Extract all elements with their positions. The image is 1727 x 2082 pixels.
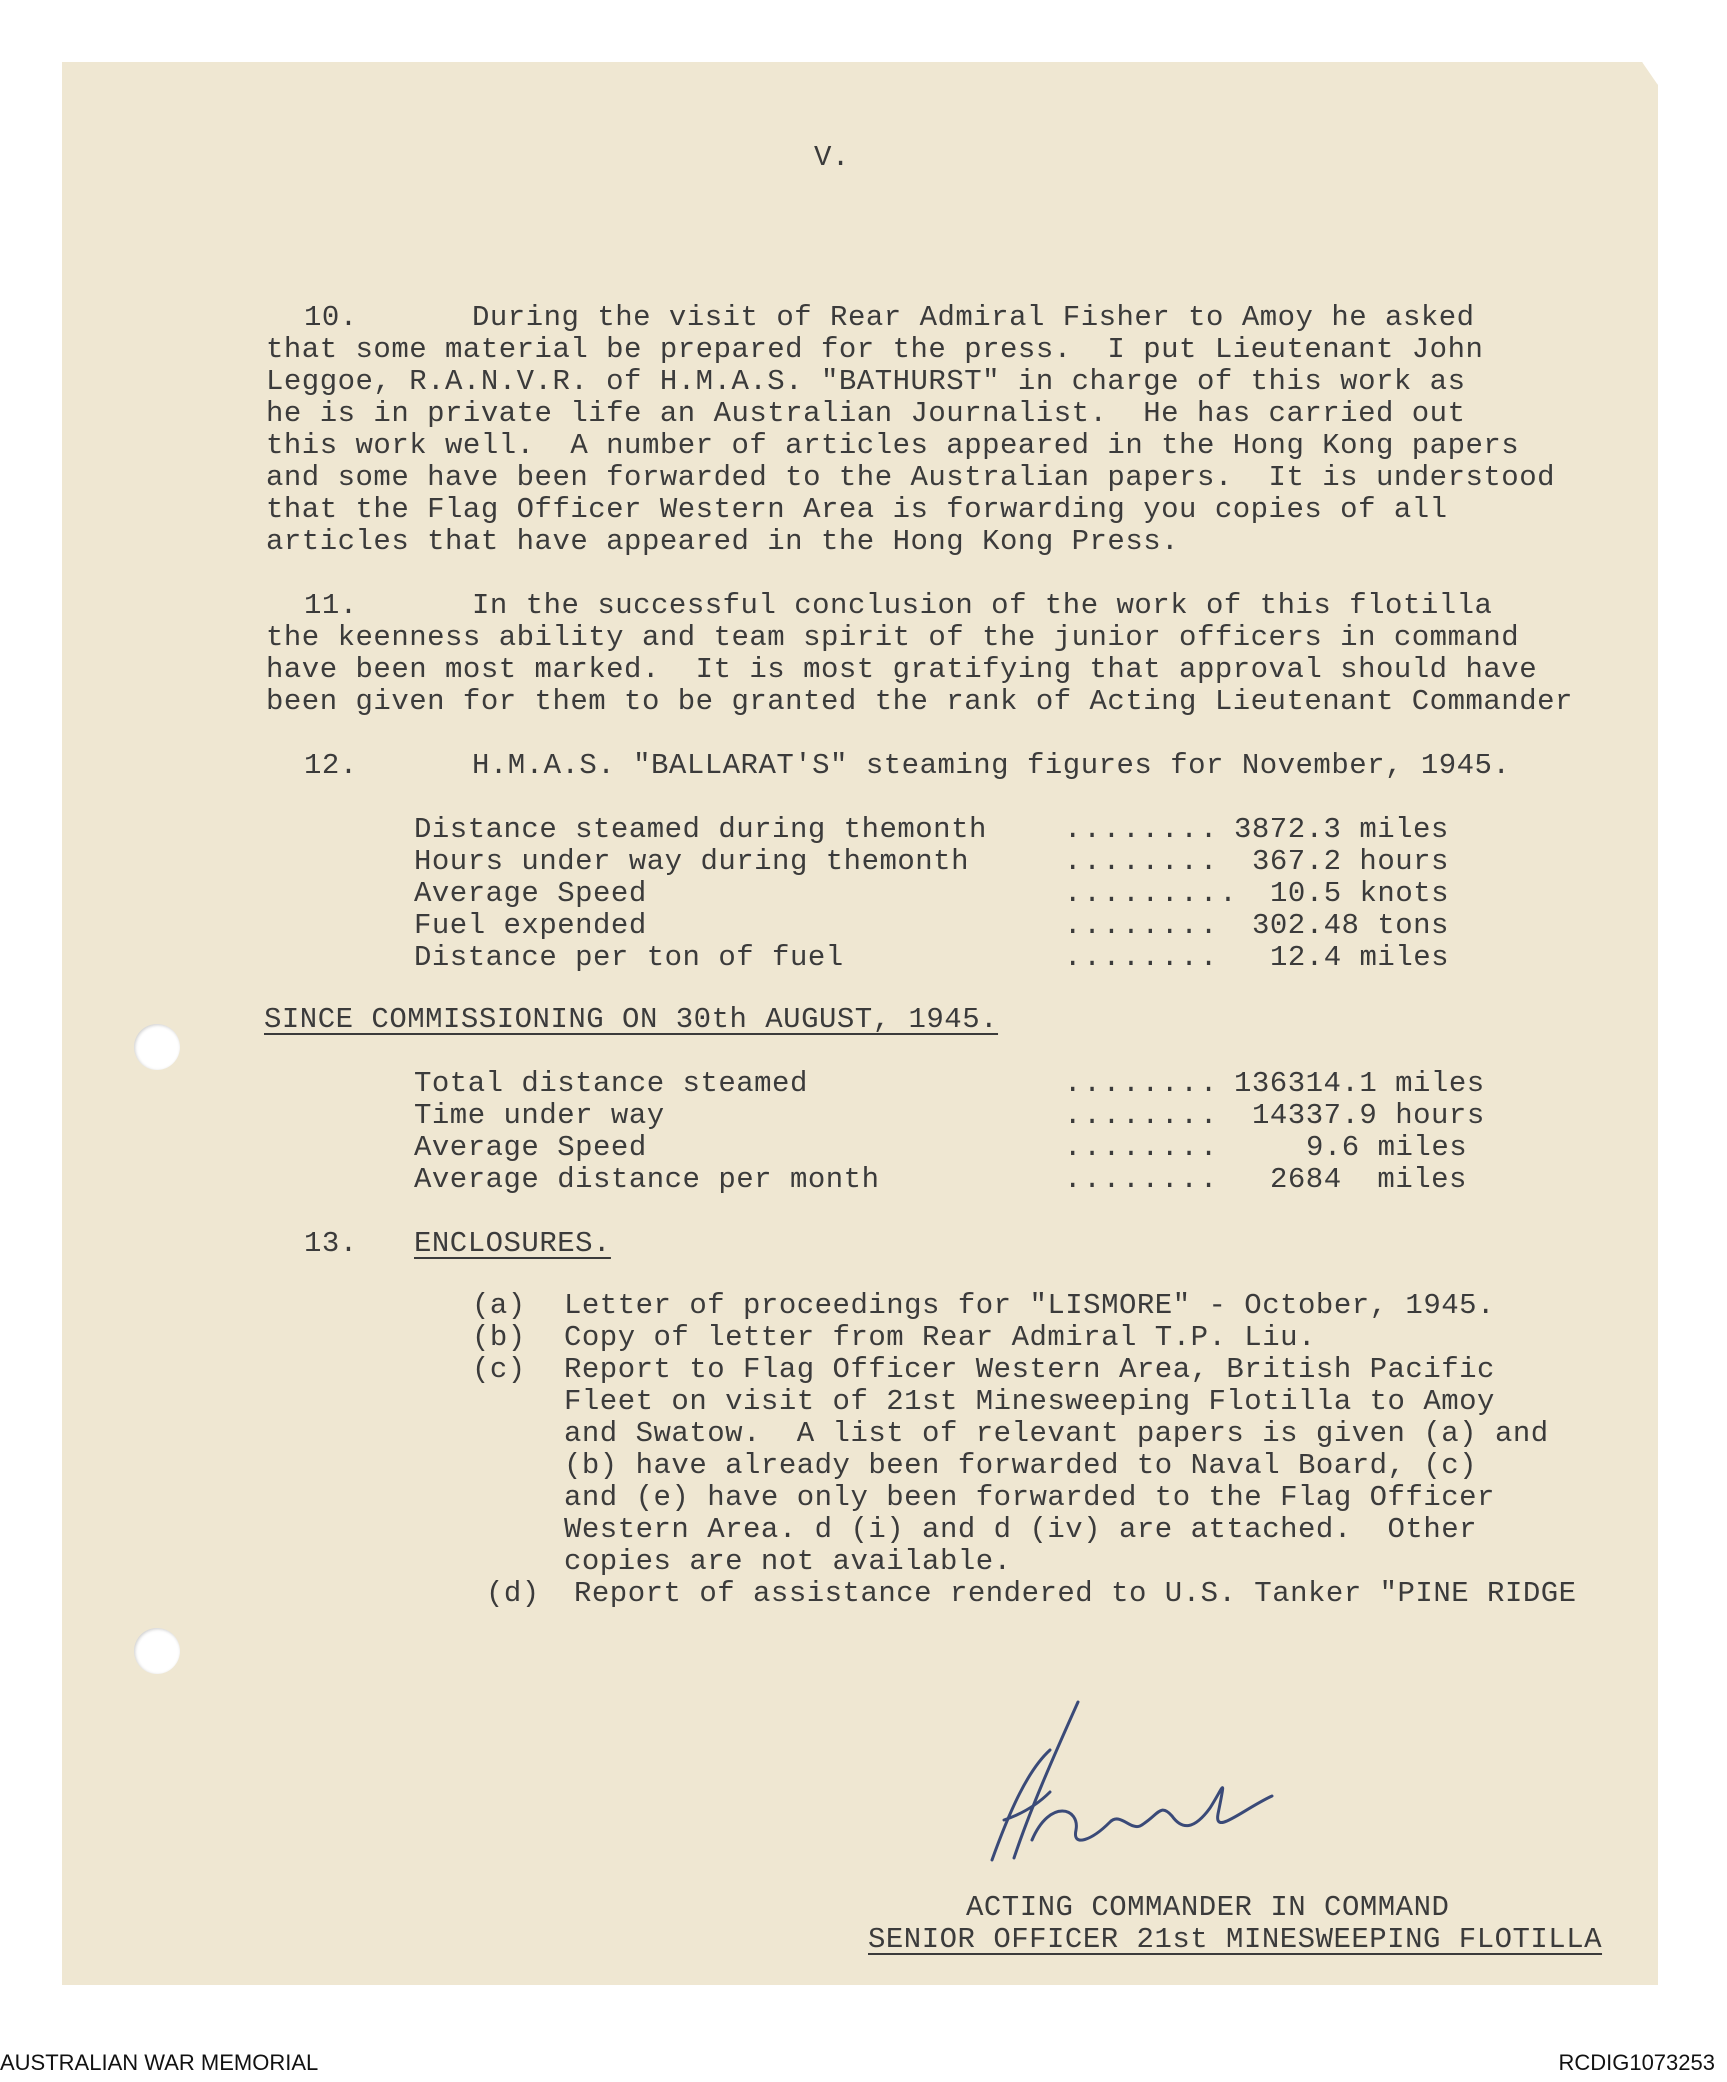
leader-dots: ........ <box>1064 1067 1220 1100</box>
leader-dots: ........ <box>1064 1131 1220 1164</box>
stat-label: Total distance steamed <box>414 1067 808 1100</box>
stat-value: 14337.9 hours <box>1252 1099 1485 1132</box>
para-line: that some material be prepared for the press. I put Lieutenant John <box>266 333 1484 366</box>
leader-dots: ........ <box>1064 941 1220 974</box>
enclosure-letter: (a) <box>472 1289 526 1322</box>
enclosure-line: Copy of letter from Rear Admiral T.P. Liu. <box>564 1321 1316 1354</box>
para-line: In the successful conclusion of the work of this flotilla <box>472 589 1493 622</box>
para-number: 10. <box>304 301 358 334</box>
stat-value: 12.4 miles <box>1270 941 1450 974</box>
stat-label: Distance steamed during themonth <box>414 813 987 846</box>
para-number: 13. <box>304 1227 358 1260</box>
stat-label: Average Speed <box>414 877 647 910</box>
enclosure-letter: (b) <box>472 1321 526 1354</box>
signature-title: ACTING COMMANDER IN COMMAND <box>966 1891 1450 1924</box>
para-line: articles that have appeared in the Hong Kong Press. <box>266 525 1180 558</box>
section-heading: ENCLOSURES. <box>414 1227 611 1260</box>
para-line: During the visit of Rear Admiral Fisher to Amoy he asked <box>472 301 1475 334</box>
para-line: that the Flag Officer Western Area is forwarding you copies of all <box>266 493 1448 526</box>
enclosure-line: Western Area. d (i) and d (iv) are attached. Other <box>564 1513 1478 1546</box>
para-heading: H.M.A.S. "BALLARAT'S" steaming figures for November, 1945. <box>472 749 1511 782</box>
stat-label: Hours under way during themonth <box>414 845 969 878</box>
stat-value: 3872.3 miles <box>1234 813 1449 846</box>
footer-id: RCDIG1073253 <box>1558 2050 1715 2075</box>
enclosure-line: (b) have already been forwarded to Naval Board, (c) <box>564 1449 1478 1482</box>
stat-value: 302.48 tons <box>1252 909 1449 942</box>
leader-dots: ......... <box>1064 877 1239 910</box>
stat-label: Average Speed <box>414 1131 647 1164</box>
enclosure-line: Fleet on visit of 21st Minesweeping Flotilla to Amoy <box>564 1385 1495 1418</box>
stat-value: 10.5 knots <box>1270 877 1450 910</box>
enclosure-line: copies are not available. <box>564 1545 1012 1578</box>
enclosure-line: and Swatow. A list of relevant papers is given (a) and <box>564 1417 1549 1450</box>
page-marker: V. <box>814 141 850 174</box>
stat-value: 9.6 miles <box>1306 1131 1468 1164</box>
para-line: the keenness ability and team spirit of the junior officers in command <box>266 621 1520 654</box>
enclosure-letter: (d) <box>486 1577 540 1610</box>
para-number: 12. <box>304 749 358 782</box>
punch-hole <box>134 1024 180 1070</box>
para-line: have been most marked. It is most gratifying that approval should have <box>266 653 1538 686</box>
stat-value: 367.2 hours <box>1252 845 1449 878</box>
para-number: 11. <box>304 589 358 622</box>
stat-label: Time under way <box>414 1099 665 1132</box>
punch-hole <box>134 1628 180 1674</box>
para-line: this work well. A number of articles appeared in the Hong Kong papers <box>266 429 1520 462</box>
footer-source: AUSTRALIAN WAR MEMORIAL <box>0 2050 319 2075</box>
signature-title: SENIOR OFFICER 21st MINESWEEPING FLOTILLA <box>868 1923 1603 1956</box>
leader-dots: ........ <box>1064 845 1220 878</box>
para-line: been given for them to be granted the rank of Acting Lieutenant Commander <box>266 685 1573 718</box>
leader-dots: ........ <box>1064 1099 1220 1132</box>
stat-label: Distance per ton of fuel <box>414 941 844 974</box>
stat-value: 136314.1 miles <box>1234 1067 1485 1100</box>
enclosure-line: Report to Flag Officer Western Area, British Pacific <box>564 1353 1495 1386</box>
stat-label: Fuel expended <box>414 909 647 942</box>
enclosure-line: Report of assistance rendered to U.S. Tanker "PINE RIDGE <box>574 1577 1577 1610</box>
leader-dots: ........ <box>1064 1163 1220 1196</box>
enclosure-line: and (e) have only been forwarded to the Flag Officer <box>564 1481 1495 1514</box>
enclosure-line: Letter of proceedings for "LISMORE" - October, 1945. <box>564 1289 1495 1322</box>
stat-label: Average distance per month <box>414 1163 880 1196</box>
section-heading: SINCE COMMISSIONING ON 30th AUGUST, 1945. <box>264 1003 999 1036</box>
para-line: Leggoe, R.A.N.V.R. of H.M.A.S. "BATHURST" in charge of this work as <box>266 365 1466 398</box>
handwritten-signature <box>980 1690 1280 1870</box>
stat-value: 2684 miles <box>1270 1163 1467 1196</box>
leader-dots: ........ <box>1064 813 1220 846</box>
para-line: he is in private life an Australian Journalist. He has carried out <box>266 397 1466 430</box>
enclosure-letter: (c) <box>472 1353 526 1386</box>
leader-dots: ........ <box>1064 909 1220 942</box>
para-line: and some have been forwarded to the Australian papers. It is understood <box>266 461 1556 494</box>
